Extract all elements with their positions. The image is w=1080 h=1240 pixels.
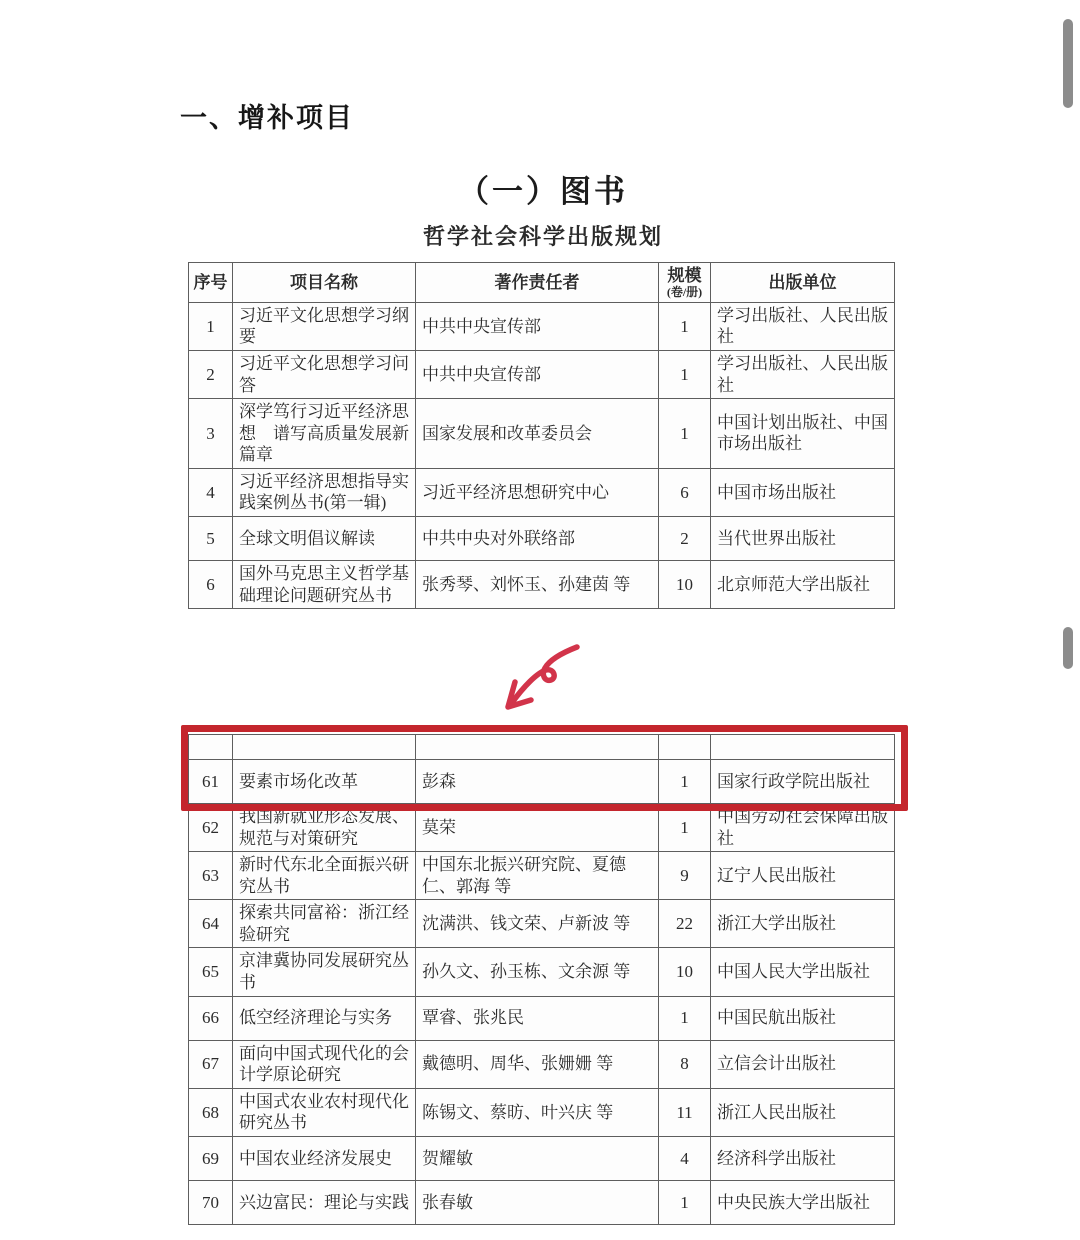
cell-scale: 2 <box>659 517 711 561</box>
cell-no: 1 <box>189 302 233 350</box>
cell-author: 中共中央对外联络部 <box>416 517 659 561</box>
cell-scale: 1 <box>659 350 711 398</box>
cell-author: 陈锡文、蔡昉、叶兴庆 等 <box>416 1088 659 1136</box>
header-publisher: 出版单位 <box>711 263 895 303</box>
red-arrow-icon <box>493 636 593 718</box>
table-row <box>189 517 895 561</box>
table-row <box>189 804 895 852</box>
cell-project-name: 低空经济理论与实务 <box>233 996 416 1040</box>
cell-publisher: 国家行政学院出版社 <box>711 760 895 804</box>
cell-no: 61 <box>189 760 233 804</box>
cell-author: 国家发展和改革委员会 <box>416 399 659 469</box>
cell-no: 67 <box>189 1040 233 1088</box>
table-row <box>189 399 895 469</box>
cell-scale: 8 <box>659 1040 711 1088</box>
cell-project-name: 深学笃行习近平经济思想 谱写高质量发展新篇章 <box>233 399 416 469</box>
cell-publisher: 中国人民大学出版社 <box>711 948 895 996</box>
header-scale-line2: (卷/册) <box>666 284 703 299</box>
cell-author: 莫荣 <box>416 804 659 852</box>
header-scale <box>659 263 711 303</box>
cell-project-name: 国外马克思主义哲学基础理论问题研究丛书 <box>233 561 416 609</box>
cell-publisher: 经济科学出版社 <box>711 1136 895 1180</box>
cell-project-name: 兴边富民：理论与实践 <box>233 1180 416 1224</box>
cell-no <box>189 735 233 760</box>
table-row <box>189 948 895 996</box>
cell-scale <box>659 735 711 760</box>
header-no: 序号 <box>189 263 233 303</box>
section-title: 一、增补项目 <box>180 103 354 133</box>
books-plan-table-top <box>188 262 895 609</box>
table-header-row <box>189 263 895 303</box>
cell-scale: 10 <box>659 561 711 609</box>
cell-project-name: 探索共同富裕：浙江经验研究 <box>233 900 416 948</box>
cell-scale: 22 <box>659 900 711 948</box>
cell-author: 戴德明、周华、张姗姗 等 <box>416 1040 659 1088</box>
cell-publisher: 中国计划出版社、中国市场出版社 <box>711 399 895 469</box>
cell-author: 中共中央宣传部 <box>416 350 659 398</box>
cell-scale: 1 <box>659 1180 711 1224</box>
table-row <box>189 1088 895 1136</box>
cell-project-name: 习近平文化思想学习纲要 <box>233 302 416 350</box>
cell-scale: 9 <box>659 852 711 900</box>
cell-no: 68 <box>189 1088 233 1136</box>
cell-no: 6 <box>189 561 233 609</box>
cell-publisher: 辽宁人民出版社 <box>711 852 895 900</box>
table-row <box>189 468 895 516</box>
cell-project-name: 习近平文化思想学习问答 <box>233 350 416 398</box>
cell-no: 3 <box>189 399 233 469</box>
cell-author: 习近平经济思想研究中心 <box>416 468 659 516</box>
cell-publisher: 当代世界出版社 <box>711 517 895 561</box>
cell-project-name: 习近平经济思想指导实践案例丛书(第一辑) <box>233 468 416 516</box>
table-row <box>189 302 895 350</box>
cell-publisher: 中国民航出版社 <box>711 996 895 1040</box>
cell-project-name: 京津冀协同发展研究丛书 <box>233 948 416 996</box>
cell-project-name <box>233 735 416 760</box>
plan-title: 哲学社会科学出版规划 <box>422 224 663 249</box>
cell-author: 张秀琴、刘怀玉、孙建茵 等 <box>416 561 659 609</box>
cell-no: 2 <box>189 350 233 398</box>
cell-publisher: 浙江大学出版社 <box>711 900 895 948</box>
table-row <box>189 852 895 900</box>
cell-publisher: 学习出版社、人民出版社 <box>711 302 895 350</box>
cell-scale: 10 <box>659 948 711 996</box>
table-row <box>189 561 895 609</box>
table-row <box>189 760 895 804</box>
cell-scale: 6 <box>659 468 711 516</box>
table-row <box>189 1180 895 1224</box>
cell-scale: 1 <box>659 399 711 469</box>
cell-scale: 1 <box>659 302 711 350</box>
scrollbar-thumb[interactable] <box>1063 19 1073 108</box>
cell-publisher: 浙江人民出版社 <box>711 1088 895 1136</box>
cell-no: 69 <box>189 1136 233 1180</box>
cell-publisher: 学习出版社、人民出版社 <box>711 350 895 398</box>
cell-project-name: 面向中国式现代化的会计学原论研究 <box>233 1040 416 1088</box>
cell-project-name: 中国农业经济发展史 <box>233 1136 416 1180</box>
cell-publisher: 中央民族大学出版社 <box>711 1180 895 1224</box>
header-author: 著作责任者 <box>416 263 659 303</box>
cell-no: 5 <box>189 517 233 561</box>
cell-no: 65 <box>189 948 233 996</box>
header-scale-line1: 规模 <box>667 266 702 285</box>
cell-author: 贺耀敏 <box>416 1136 659 1180</box>
table-row <box>189 1040 895 1088</box>
cell-project-name: 全球文明倡议解读 <box>233 517 416 561</box>
cell-publisher: 中国劳动社会保障出版社 <box>711 804 895 852</box>
cell-author: 覃睿、张兆民 <box>416 996 659 1040</box>
cell-author: 孙久文、孙玉栋、文余源 等 <box>416 948 659 996</box>
books-plan-table-bottom <box>188 734 895 1225</box>
cell-publisher: 北京师范大学出版社 <box>711 561 895 609</box>
cell-publisher: 立信会计出版社 <box>711 1040 895 1088</box>
cell-project-name: 新时代东北全面振兴研究丛书 <box>233 852 416 900</box>
table-row <box>189 350 895 398</box>
cell-no: 4 <box>189 468 233 516</box>
cell-author: 彭森 <box>416 760 659 804</box>
cell-scale: 1 <box>659 804 711 852</box>
cell-scale: 1 <box>659 760 711 804</box>
scrollbar-thumb[interactable] <box>1063 627 1073 669</box>
cell-no: 63 <box>189 852 233 900</box>
cell-no: 66 <box>189 996 233 1040</box>
cell-scale: 4 <box>659 1136 711 1180</box>
table-row <box>189 996 895 1040</box>
table-row <box>189 735 895 760</box>
cell-scale: 1 <box>659 996 711 1040</box>
table-row <box>189 1136 895 1180</box>
cell-author <box>416 735 659 760</box>
cell-author: 张春敏 <box>416 1180 659 1224</box>
subsection-title: （一）图书 <box>458 174 628 209</box>
cell-author: 中共中央宣传部 <box>416 302 659 350</box>
cell-project-name: 要素市场化改革 <box>233 760 416 804</box>
cell-author: 沈满洪、钱文荣、卢新波 等 <box>416 900 659 948</box>
header-name: 项目名称 <box>233 263 416 303</box>
cell-no: 70 <box>189 1180 233 1224</box>
cell-publisher: 中国市场出版社 <box>711 468 895 516</box>
table-row <box>189 900 895 948</box>
cell-author: 中国东北振兴研究院、夏德仁、郭海 等 <box>416 852 659 900</box>
cell-no: 62 <box>189 804 233 852</box>
cell-scale: 11 <box>659 1088 711 1136</box>
cell-publisher <box>711 735 895 760</box>
cell-no: 64 <box>189 900 233 948</box>
cell-project-name: 中国式农业农村现代化研究丛书 <box>233 1088 416 1136</box>
cell-project-name: 我国新就业形态发展、规范与对策研究 <box>233 804 416 852</box>
